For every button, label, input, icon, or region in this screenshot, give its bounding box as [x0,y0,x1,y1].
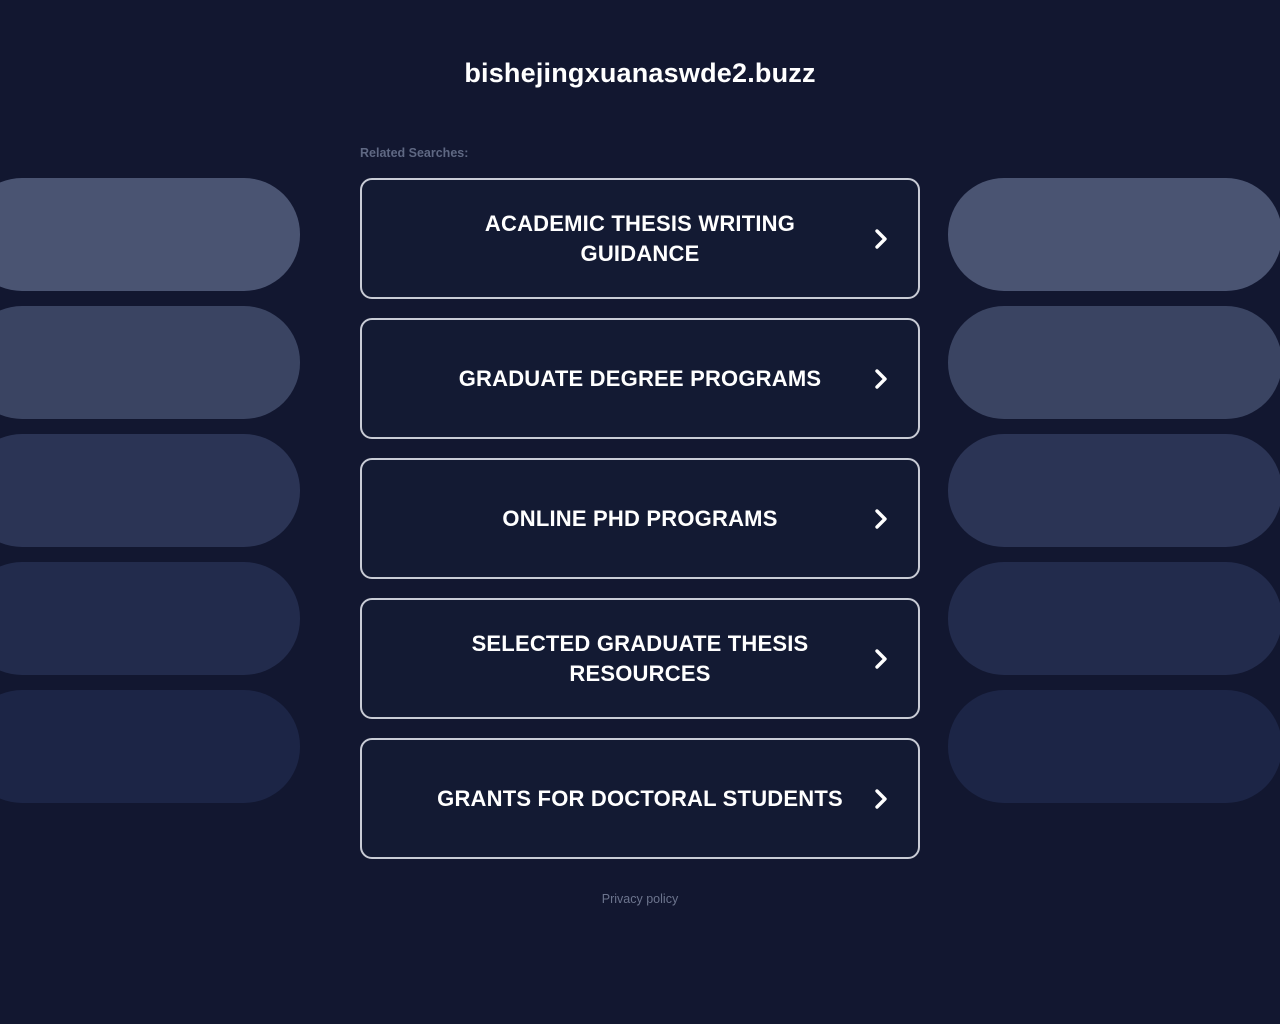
decorative-pill [0,178,300,291]
list-item-label: GRADUATE DEGREE PROGRAMS [458,365,822,391]
related-searches-list [360,178,920,859]
list-item-label: GRANTS FOR DOCTORAL STUDENTS [437,785,843,811]
privacy-policy-link[interactable]: Privacy policy [601,892,679,906]
chevron-right-icon [870,228,892,250]
chevron-right-icon [870,648,892,670]
decorative-pill [0,434,300,547]
decorative-pills-right [948,178,1280,803]
chevron-right-icon [870,368,892,390]
decorative-pill [948,562,1280,675]
list-item-label: ONLINE PHD PROGRAMS [502,505,778,531]
list-item[interactable] [360,178,920,299]
decorative-pill [948,690,1280,803]
list-item-label: SELECTED GRADUATE THESIS RESOURCES [471,630,809,686]
list-item[interactable] [360,458,920,579]
chevron-right-icon [870,788,892,810]
list-item[interactable] [360,738,920,859]
chevron-right-icon [870,508,892,530]
decorative-pill [0,562,300,675]
decorative-pill [948,434,1280,547]
list-item-label: ACADEMIC THESIS WRITING GUIDANCE [484,210,796,266]
list-item[interactable] [360,318,920,439]
decorative-pill [0,306,300,419]
related-searches-label: Related Searches: [360,146,469,160]
decorative-pills-left [0,178,300,803]
decorative-pill [0,690,300,803]
decorative-pill [948,306,1280,419]
footer [0,890,1280,908]
page-title: bishejingxuanaswde2.buzz [464,58,816,88]
decorative-pill [948,178,1280,291]
list-item[interactable] [360,598,920,719]
